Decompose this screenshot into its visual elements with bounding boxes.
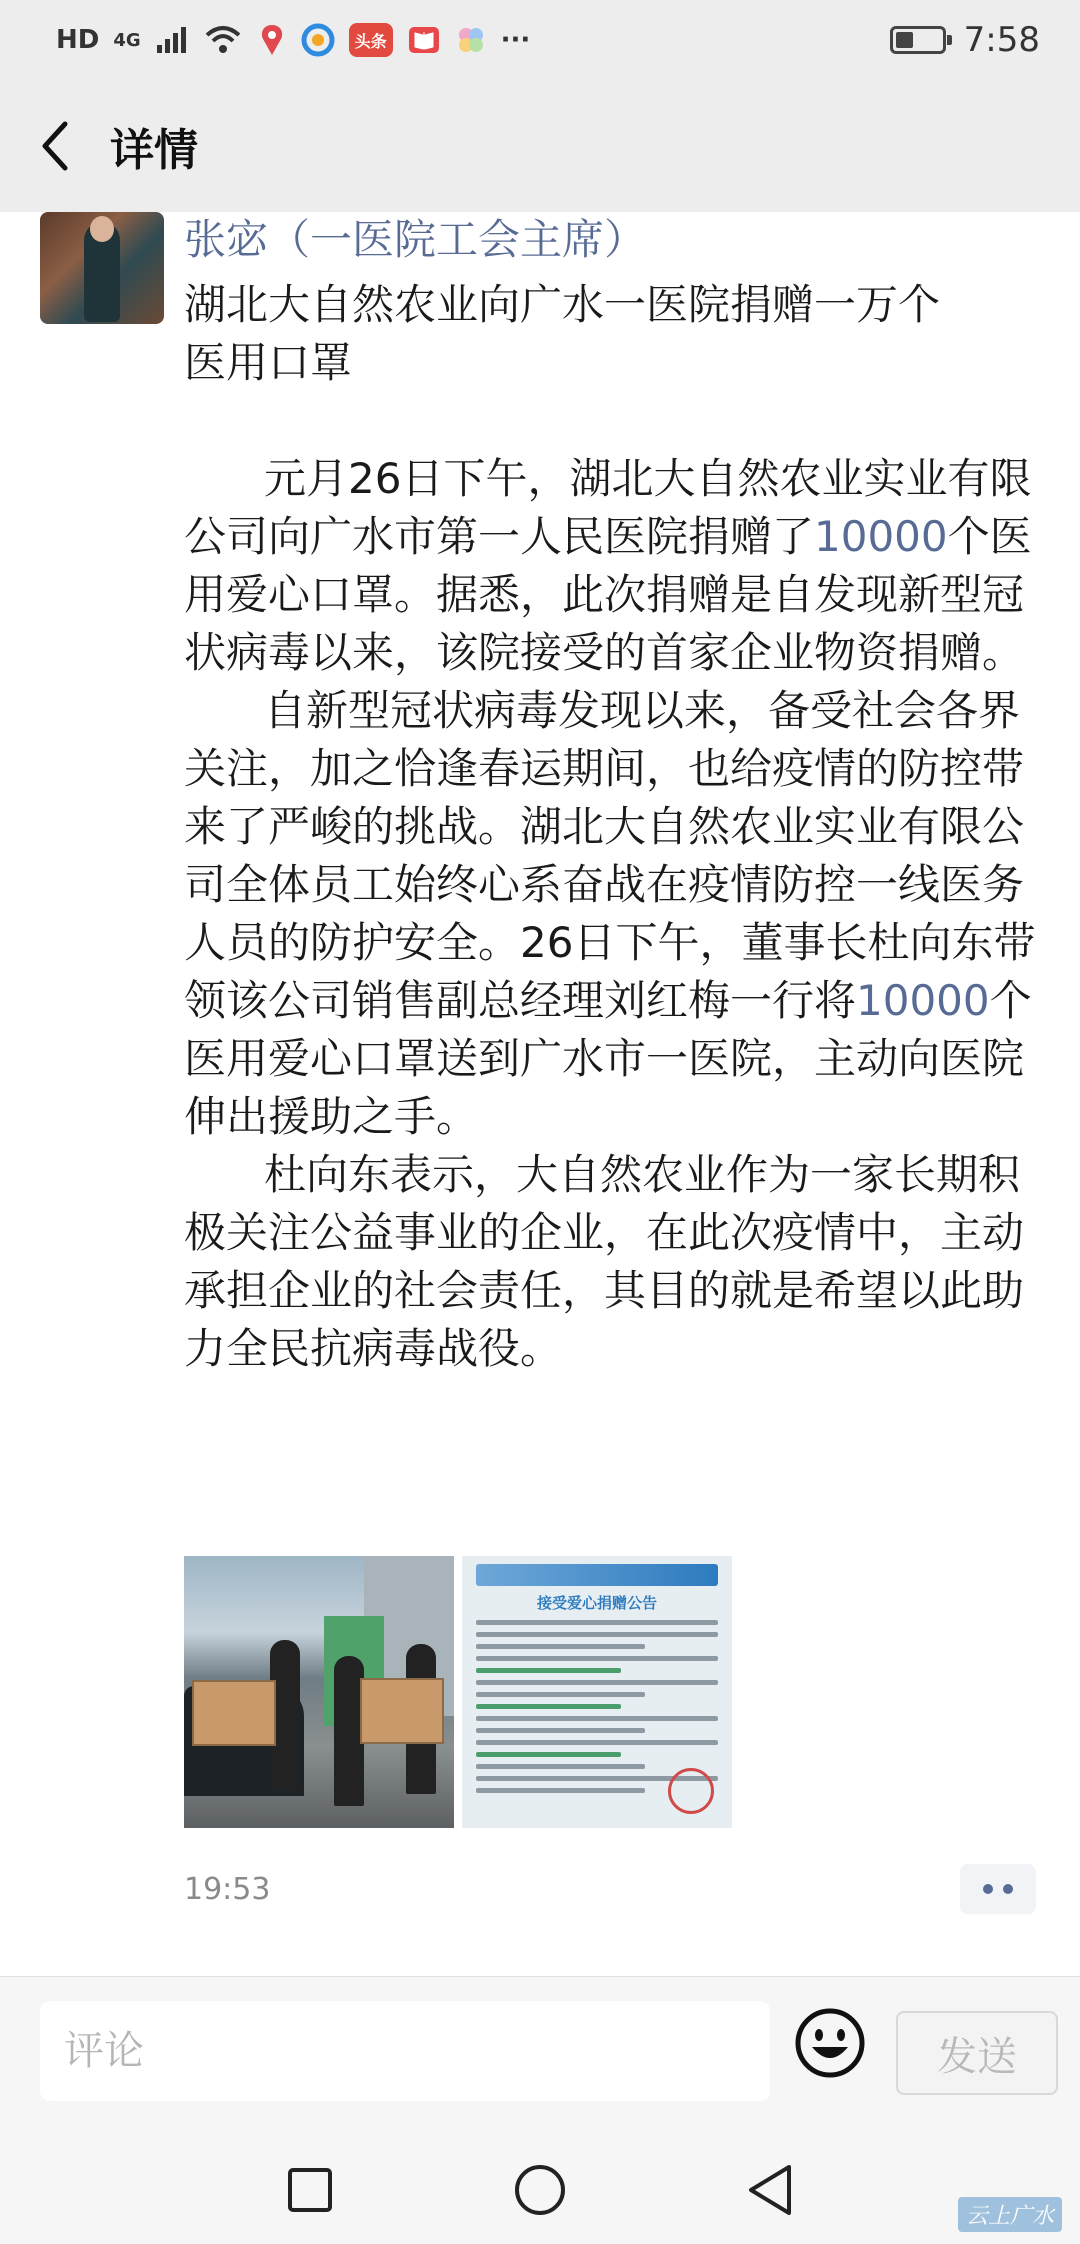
status-right bbox=[890, 20, 1040, 60]
comment-bar bbox=[0, 1976, 1080, 2136]
watermark: 云上广水 bbox=[958, 2197, 1062, 2232]
network-type: 4G bbox=[113, 29, 141, 51]
triangle-back-icon bbox=[745, 2163, 795, 2217]
paragraph-1-a: 元月26日下午，湖北大自然农业实业有限公司向广水市第一人民医院捐赠了 bbox=[184, 454, 1032, 561]
dot-icon bbox=[1003, 1884, 1013, 1894]
paragraph-1 bbox=[184, 450, 1044, 682]
paragraph-1-b: 个医用爱心口罩。据悉，此次捐赠是自发现新型冠状病毒以来，该院接受的首家企业物资捐赠。 bbox=[184, 512, 1032, 677]
post-time: 19:53 bbox=[184, 1872, 271, 1907]
paragraph-3: 杜向东表示，大自然农业作为一家长期积极关注公益事业的企业，在此次疫情中，主动承担企业的社会责任，其目的就是希望以此助力全民抗病毒战役。 bbox=[184, 1150, 1025, 1373]
smiley-icon[interactable] bbox=[794, 2007, 866, 2079]
headline-line-1: 湖北大自然农业向广水一医院捐赠一万个 bbox=[184, 280, 941, 329]
back-button[interactable] bbox=[0, 80, 110, 212]
paragraph-2-a: 自新型冠状病毒发现以来，备受社会各界关注，加之恰逢春运期间，也给疫情的防控带来了严峻的挑战。湖北大自然农业实业有限公司全体员工始终心系奋战在疫情防控一线医务人员的防护安全。26日下午，董事长杜向东带领该公司销售副总经理刘红梅一行将 bbox=[184, 686, 1036, 1025]
hd-indicator: HD bbox=[56, 25, 100, 55]
browser-app-icon bbox=[301, 23, 335, 57]
avatar[interactable] bbox=[40, 212, 164, 324]
notice-title: 接受爱心捐赠公告 bbox=[536, 1594, 657, 1612]
clock: 7:58 bbox=[963, 20, 1040, 60]
header bbox=[0, 80, 1080, 212]
status-left bbox=[56, 23, 890, 57]
battery-icon bbox=[890, 26, 946, 54]
location-pin-icon bbox=[257, 23, 287, 57]
news-app-badge: 头条 bbox=[349, 23, 393, 57]
phone-number-link-2[interactable]: 10000 bbox=[856, 976, 990, 1025]
wifi-icon bbox=[203, 25, 243, 55]
book-app-icon bbox=[407, 25, 441, 55]
system-back-button[interactable] bbox=[740, 2160, 800, 2220]
post-images bbox=[184, 1556, 732, 1828]
home-button[interactable] bbox=[510, 2160, 570, 2220]
donation-photo[interactable] bbox=[184, 1556, 454, 1828]
chevron-left-icon bbox=[37, 120, 73, 172]
recents-button[interactable] bbox=[280, 2160, 340, 2220]
signal-icon bbox=[155, 25, 189, 55]
battery-level bbox=[896, 32, 914, 48]
flower-app-icon bbox=[455, 24, 487, 56]
paragraph-2-b: 个医用爱心口罩送到广水市一医院，主动向医院伸出援助之手。 bbox=[184, 976, 1032, 1141]
circle-icon bbox=[513, 2163, 567, 2217]
dot-icon bbox=[983, 1884, 993, 1894]
status-bar bbox=[0, 0, 1080, 80]
comment-input[interactable] bbox=[40, 2001, 770, 2101]
donation-notice-image[interactable] bbox=[462, 1556, 732, 1828]
phone-number-link[interactable]: 10000 bbox=[814, 512, 948, 561]
send-button[interactable]: 发送 bbox=[896, 2011, 1058, 2095]
paragraph-2 bbox=[184, 682, 1044, 1146]
page-title: 详情 bbox=[110, 125, 198, 176]
square-icon bbox=[286, 2166, 334, 2214]
navigation-bar bbox=[0, 2136, 1080, 2244]
post-content bbox=[184, 276, 1044, 1378]
more-notifications: ··· bbox=[500, 25, 531, 55]
author-name[interactable]: 张宓（一医院工会主席） bbox=[184, 215, 647, 264]
headline-line-2: 医用口罩 bbox=[184, 338, 353, 387]
more-actions-button[interactable] bbox=[960, 1864, 1036, 1914]
